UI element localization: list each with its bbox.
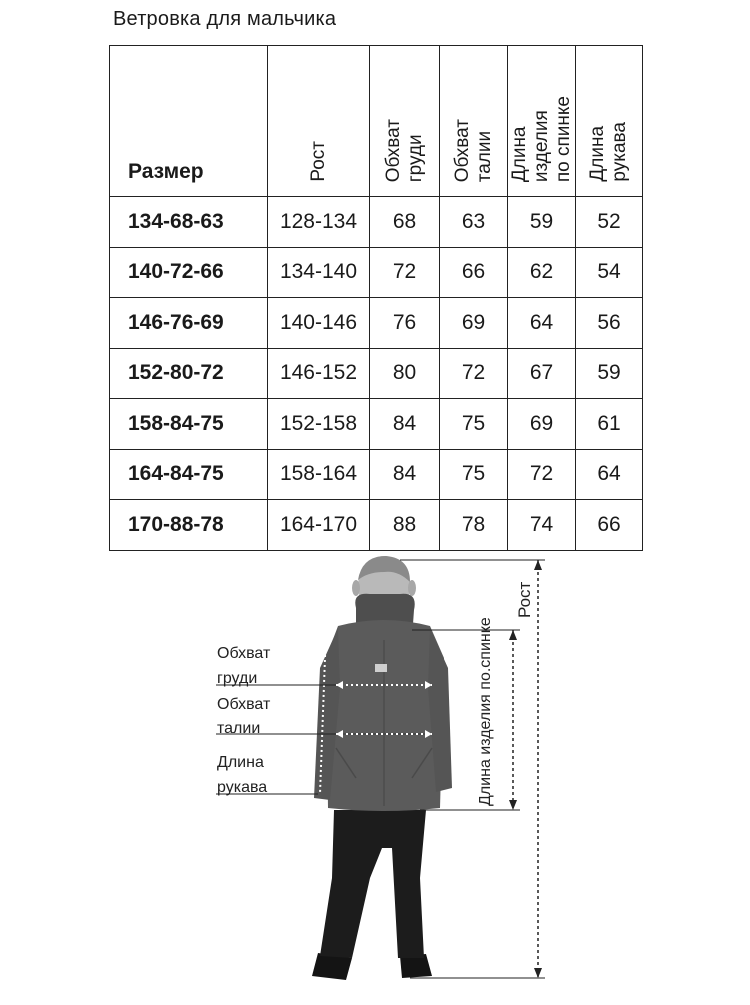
table-header-row bbox=[110, 46, 643, 197]
cell-back-length: 62 bbox=[508, 247, 576, 298]
cell-height: 158-164 bbox=[268, 449, 370, 500]
cell-size: 152-80-72 bbox=[110, 348, 268, 399]
cell-back-length: 69 bbox=[508, 399, 576, 450]
cell-size: 164-84-75 bbox=[110, 449, 268, 500]
cell-sleeve: 56 bbox=[576, 298, 643, 349]
cell-size: 134-68-63 bbox=[110, 197, 268, 248]
waist-label-2: талии bbox=[217, 720, 261, 737]
table-row bbox=[110, 247, 643, 298]
cell-back-length: 72 bbox=[508, 449, 576, 500]
cell-height: 152-158 bbox=[268, 399, 370, 450]
table-row bbox=[110, 298, 643, 349]
cell-chest: 84 bbox=[370, 399, 440, 450]
back-length-label: Длина изделия по.спинке bbox=[477, 617, 494, 806]
cell-waist: 66 bbox=[440, 247, 508, 298]
cell-height: 146-152 bbox=[268, 348, 370, 399]
cell-back-length: 59 bbox=[508, 197, 576, 248]
boy-figure-illustration bbox=[0, 548, 750, 1000]
cell-waist: 75 bbox=[440, 449, 508, 500]
header-waist bbox=[440, 46, 508, 197]
cell-chest: 72 bbox=[370, 247, 440, 298]
cell-sleeve: 64 bbox=[576, 449, 643, 500]
cell-back-length: 74 bbox=[508, 500, 576, 551]
cell-sleeve: 61 bbox=[576, 399, 643, 450]
cell-chest: 84 bbox=[370, 449, 440, 500]
cell-waist: 72 bbox=[440, 348, 508, 399]
sleeve-label-1: Длина bbox=[217, 754, 264, 771]
table-row bbox=[110, 399, 643, 450]
cell-chest: 80 bbox=[370, 348, 440, 399]
sleeve-label-2: рукава bbox=[217, 779, 268, 796]
cell-waist: 69 bbox=[440, 298, 508, 349]
header-height-text: Рост bbox=[307, 141, 329, 182]
cell-sleeve: 54 bbox=[576, 247, 643, 298]
waist-label-1: Обхват bbox=[217, 696, 271, 713]
cell-waist: 78 bbox=[440, 500, 508, 551]
header-size: Размер bbox=[110, 46, 268, 197]
cell-sleeve: 52 bbox=[576, 197, 643, 248]
cell-height: 164-170 bbox=[268, 500, 370, 551]
table-row bbox=[110, 500, 643, 551]
header-sleeve-text: Длина рукава bbox=[587, 122, 630, 182]
header-waist-text: Обхват талии bbox=[451, 118, 495, 182]
cell-size: 146-76-69 bbox=[110, 298, 268, 349]
chest-label-2: груди bbox=[217, 670, 258, 687]
cell-height: 140-146 bbox=[268, 298, 370, 349]
cell-waist: 63 bbox=[440, 197, 508, 248]
cell-chest: 68 bbox=[370, 197, 440, 248]
page-title: Ветровка для мальчика bbox=[113, 8, 337, 30]
cell-waist: 75 bbox=[440, 399, 508, 450]
cell-height: 128-134 bbox=[268, 197, 370, 248]
header-chest-text: Обхват груди bbox=[382, 118, 426, 182]
header-back-length-text: Длина изделия по спинке bbox=[508, 95, 574, 182]
cell-size: 140-72-66 bbox=[110, 247, 268, 298]
measurement-diagram bbox=[0, 548, 750, 1000]
cell-back-length: 64 bbox=[508, 298, 576, 349]
header-height bbox=[268, 46, 370, 197]
height-label: Рост bbox=[515, 581, 534, 618]
table-row bbox=[110, 449, 643, 500]
cell-chest: 76 bbox=[370, 298, 440, 349]
cell-size: 170-88-78 bbox=[110, 500, 268, 551]
cell-sleeve: 59 bbox=[576, 348, 643, 399]
table-body bbox=[110, 197, 643, 551]
cell-back-length: 67 bbox=[508, 348, 576, 399]
cell-chest: 88 bbox=[370, 500, 440, 551]
table-row bbox=[110, 197, 643, 248]
header-back-length bbox=[508, 46, 576, 197]
cell-height: 134-140 bbox=[268, 247, 370, 298]
header-sleeve bbox=[576, 46, 643, 197]
cell-size: 158-84-75 bbox=[110, 399, 268, 450]
table-row bbox=[110, 348, 643, 399]
size-table bbox=[109, 45, 643, 551]
chest-label-1: Обхват bbox=[217, 645, 271, 662]
cell-sleeve: 66 bbox=[576, 500, 643, 551]
header-chest bbox=[370, 46, 440, 197]
